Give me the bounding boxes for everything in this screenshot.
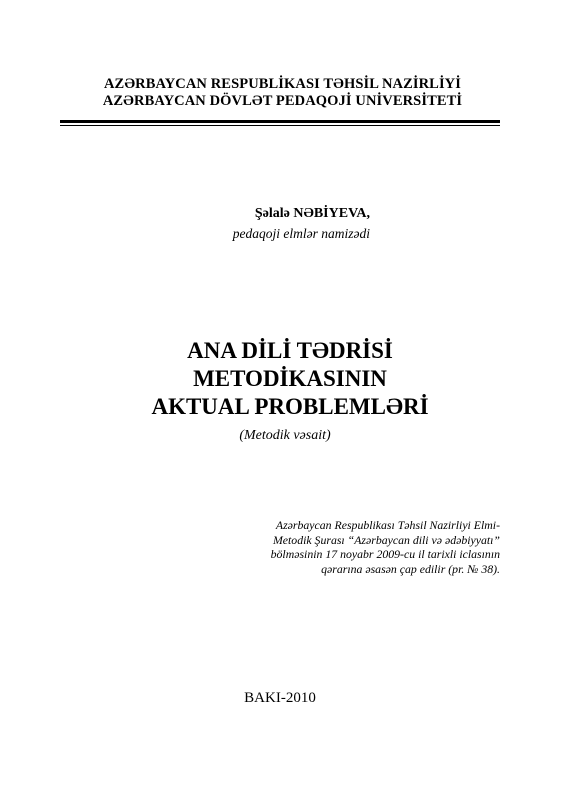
approval-line: Azərbaycan Respublikası Təhsil Nazirliyi Elmi- [275,518,500,532]
header-rule-thick [60,120,500,123]
ministry-header [60,76,505,110]
city-year: BAKI-2010 [244,690,316,706]
author-degree: pedaqoji elmlər namizədi [232,226,370,241]
approval-line: qərarına əsasən çap edilir (pr. № 38). [321,561,500,576]
approval-note [215,518,500,576]
approval-line: Metodik Şurası “Azərbaycan dili və ədəbiyyatı” [272,532,500,547]
title-line: ANA DİLİ TƏDRİSİ [187,338,393,363]
ministry-name: AZƏRBAYCAN RESPUBLİKASI TƏHSİL NAZİRLİYİ [103,76,461,92]
approval-line: bölməsinin 17 noyabr 2009-cu il tarixli iclasının [270,547,500,562]
university-name: AZƏRBAYCAN DÖVLƏT PEDAQOJİ UNİVERSİTETİ [102,93,463,109]
title-line: METODİKASININ [193,366,387,391]
title-line: AKTUAL PROBLEMLƏRİ [151,394,429,419]
author-name: Şəlalə NƏBİYEVA, [254,206,370,221]
header-rule-thin [60,125,500,126]
book-title [80,337,500,421]
book-subtitle: (Metodik vəsait) [239,428,331,443]
